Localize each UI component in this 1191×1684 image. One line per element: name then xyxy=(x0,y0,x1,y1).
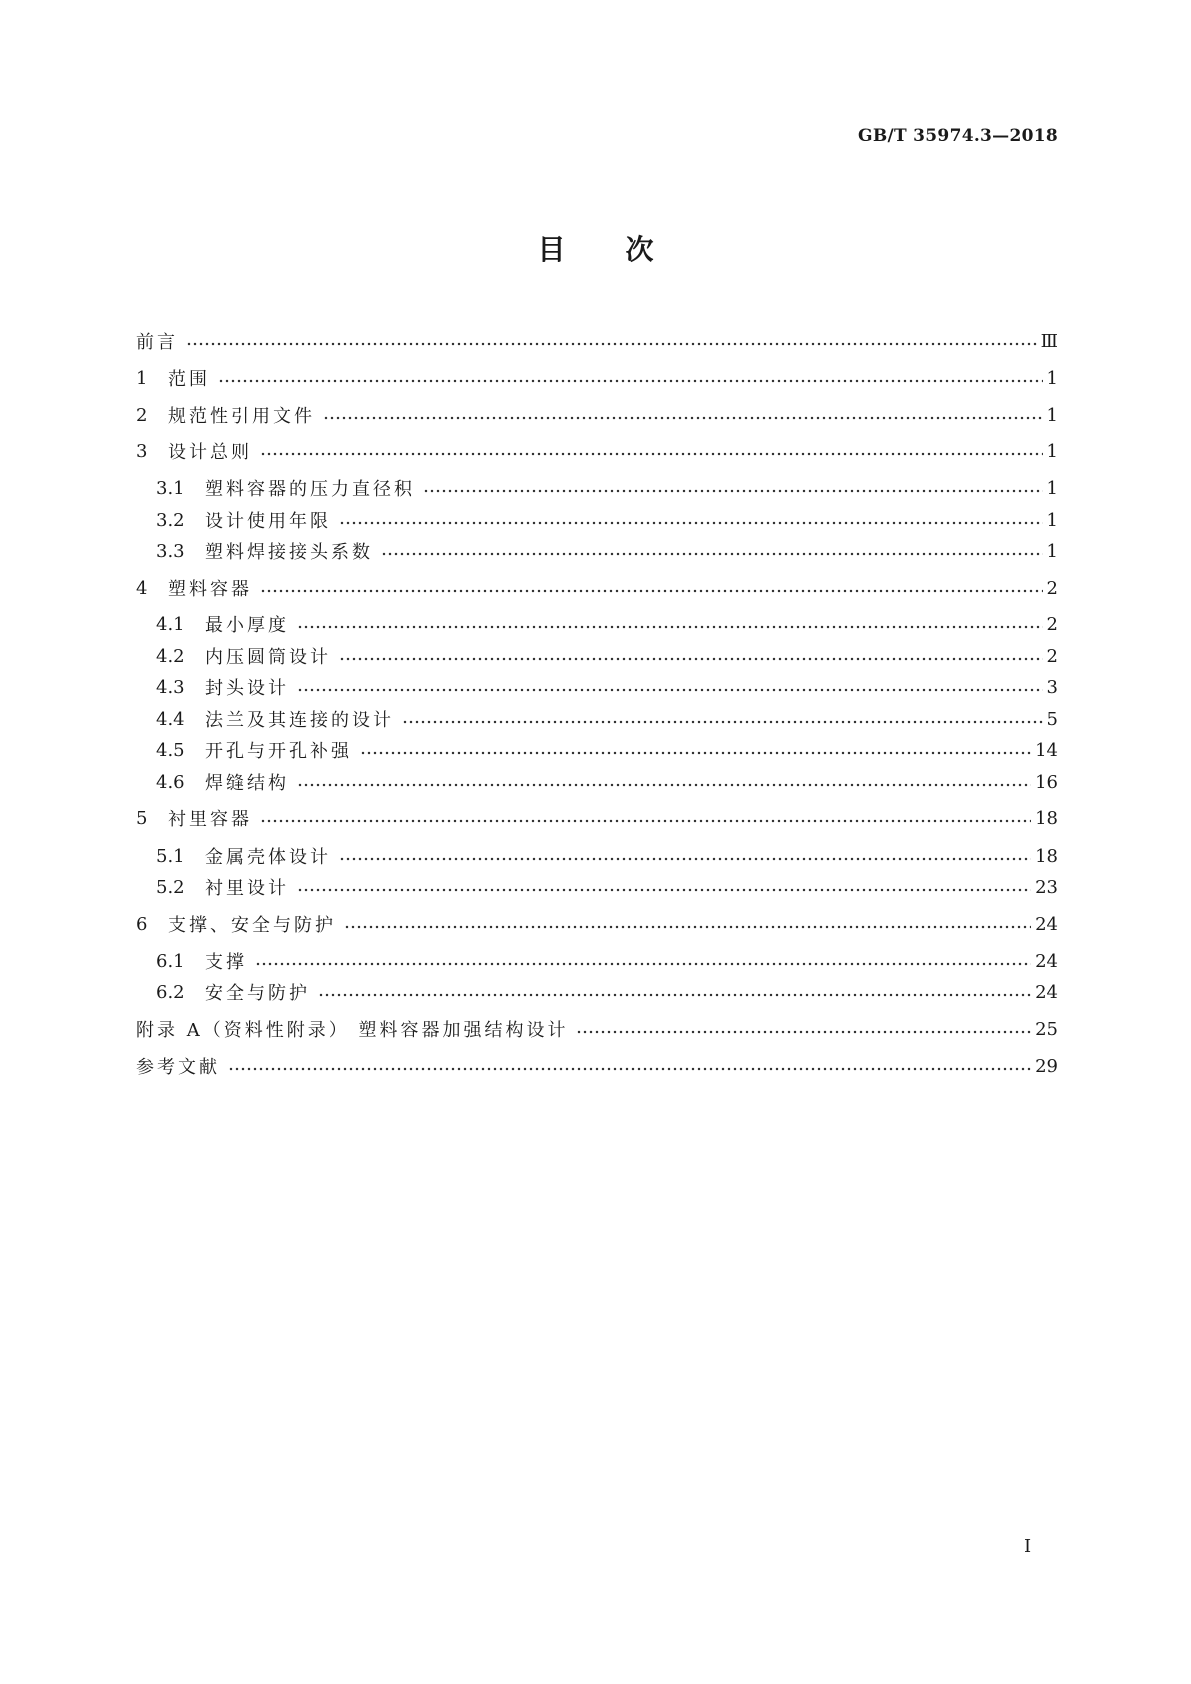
dot-leader xyxy=(297,888,1031,892)
title-char: 目 xyxy=(537,233,566,266)
dot-leader xyxy=(186,342,1037,346)
dot-leader xyxy=(576,1030,1031,1034)
toc-entry-title: 焊缝结构 xyxy=(205,773,289,794)
toc-entry-title: 前言 xyxy=(136,332,178,353)
dot-leader xyxy=(318,993,1031,997)
toc-entry-page: 2 xyxy=(1046,645,1058,667)
toc-entry-title: 衬里容器 xyxy=(168,809,252,830)
toc-entry-title: 设计总则 xyxy=(168,442,252,463)
toc-entry[interactable] xyxy=(136,805,1058,831)
toc-entry-title: 设计使用年限 xyxy=(205,511,331,532)
toc-entry-page: 16 xyxy=(1035,771,1058,793)
toc-entry-page: 18 xyxy=(1035,845,1058,867)
toc-entry-page: 24 xyxy=(1035,950,1058,972)
toc-entry[interactable] xyxy=(156,611,1058,637)
toc-entry-title: 金属壳体设计 xyxy=(205,847,331,868)
toc-entry[interactable] xyxy=(156,475,1058,501)
page-number: I xyxy=(1024,1536,1032,1557)
dot-leader xyxy=(360,751,1031,755)
toc-entry[interactable] xyxy=(136,402,1058,428)
dot-leader xyxy=(297,688,1043,692)
dot-leader xyxy=(218,379,1043,383)
toc-entry-title: 衬里设计 xyxy=(205,878,289,899)
toc-entry-number: 3.3 xyxy=(156,540,185,562)
toc-entry-title: 范围 xyxy=(168,369,210,390)
toc-entry-number: 3.2 xyxy=(156,509,185,531)
toc-entry[interactable] xyxy=(136,365,1058,391)
toc-entry-number: 6.2 xyxy=(156,981,185,1003)
toc-entry[interactable] xyxy=(156,948,1058,974)
toc-entry[interactable] xyxy=(156,706,1058,732)
toc-entry[interactable] xyxy=(136,575,1058,601)
toc-entry-title: 塑料容器 xyxy=(168,579,252,600)
toc-entry-number: 3.1 xyxy=(156,477,185,499)
toc-entry-number: 4.3 xyxy=(156,676,185,698)
toc-entry[interactable] xyxy=(136,1053,1058,1079)
dot-leader xyxy=(381,552,1043,556)
toc-entry-page: 3 xyxy=(1046,676,1058,698)
dot-leader xyxy=(323,416,1043,420)
toc-entry-number: 3 xyxy=(136,440,148,462)
toc-entry-number: 4.4 xyxy=(156,708,185,730)
dot-leader xyxy=(339,521,1043,525)
toc-entry-page: 1 xyxy=(1046,509,1058,531)
toc-entry-page: 25 xyxy=(1035,1018,1058,1040)
toc-entry-title: 规范性引用文件 xyxy=(168,406,315,427)
toc-entry-title: 塑料容器的压力直径积 xyxy=(205,479,415,500)
toc-entry[interactable] xyxy=(156,674,1058,700)
toc-entry-title: 内压圆筒设计 xyxy=(205,647,331,668)
toc-entry-number: 6 xyxy=(136,913,148,935)
dot-leader xyxy=(297,783,1031,787)
toc-entry-page: 24 xyxy=(1035,981,1058,1003)
dot-leader xyxy=(228,1067,1031,1071)
toc-entry-page: 18 xyxy=(1035,807,1058,829)
toc-entry-number: 4 xyxy=(136,577,148,599)
dot-leader xyxy=(339,657,1043,661)
toc-entry-number: 4.5 xyxy=(156,739,185,761)
toc-entry-page: 29 xyxy=(1035,1055,1058,1077)
toc-entry[interactable] xyxy=(156,874,1058,900)
toc-entry-title: 支撑、安全与防护 xyxy=(168,915,336,936)
toc-entry-page: 2 xyxy=(1046,577,1058,599)
toc-entry-page: 1 xyxy=(1046,440,1058,462)
toc-entry[interactable] xyxy=(156,979,1058,1005)
toc-entry-page: 23 xyxy=(1035,876,1058,898)
dot-leader xyxy=(423,489,1043,493)
toc-entry-title: 封头设计 xyxy=(205,678,289,699)
toc-entry[interactable] xyxy=(156,507,1058,533)
toc-entry-page: 14 xyxy=(1035,739,1058,761)
page-title xyxy=(0,228,1191,268)
dot-leader xyxy=(260,819,1031,823)
toc-entry-page: 24 xyxy=(1035,913,1058,935)
dot-leader xyxy=(260,452,1043,456)
dot-leader xyxy=(344,925,1031,929)
toc-entry-page: 1 xyxy=(1046,404,1058,426)
toc-entry-title: 安全与防护 xyxy=(205,983,310,1004)
toc-entry[interactable] xyxy=(156,643,1058,669)
dot-leader xyxy=(339,857,1031,861)
toc-entry[interactable] xyxy=(156,538,1058,564)
toc-entry[interactable] xyxy=(136,438,1058,464)
toc-entry-number: 4.6 xyxy=(156,771,185,793)
toc-entry-number: 6.1 xyxy=(156,950,185,972)
toc-entry-number: 5.1 xyxy=(156,845,185,867)
toc-entry[interactable] xyxy=(136,1016,1058,1042)
toc-entry[interactable] xyxy=(136,911,1058,937)
toc-entry-title: 附录 A（资料性附录） 塑料容器加强结构设计 xyxy=(136,1020,569,1041)
toc-entry-number: 5.2 xyxy=(156,876,185,898)
toc-entry-number: 5 xyxy=(136,807,148,829)
dot-leader xyxy=(297,625,1043,629)
toc-entry-title: 开孔与开孔补强 xyxy=(205,741,352,762)
toc-entry-page: Ⅲ xyxy=(1040,330,1058,352)
toc-entry-title: 塑料焊接接头系数 xyxy=(205,542,373,563)
toc-entry[interactable] xyxy=(156,843,1058,869)
toc-entry[interactable] xyxy=(156,769,1058,795)
title-char: 次 xyxy=(625,233,654,266)
standard-number: GB/T 35974.3—2018 xyxy=(858,126,1058,146)
toc-entry-page: 5 xyxy=(1046,708,1058,730)
toc-entry-number: 1 xyxy=(136,367,148,389)
toc-entry[interactable] xyxy=(136,328,1058,354)
toc-entry-number: 4.1 xyxy=(156,613,185,635)
toc-entry-page: 2 xyxy=(1046,613,1058,635)
toc-entry-title: 支撑 xyxy=(205,952,247,973)
dot-leader xyxy=(255,962,1031,966)
toc-entry-title: 法兰及其连接的设计 xyxy=(205,710,394,731)
dot-leader xyxy=(402,720,1043,724)
toc-entry[interactable] xyxy=(156,737,1058,763)
toc-entry-page: 1 xyxy=(1046,477,1058,499)
toc-entry-number: 2 xyxy=(136,404,148,426)
toc-entry-title: 参考文献 xyxy=(136,1057,220,1078)
toc-entry-page: 1 xyxy=(1046,540,1058,562)
toc-entry-title: 最小厚度 xyxy=(205,615,289,636)
dot-leader xyxy=(260,589,1043,593)
toc-entry-number: 4.2 xyxy=(156,645,185,667)
toc-entry-page: 1 xyxy=(1046,367,1058,389)
